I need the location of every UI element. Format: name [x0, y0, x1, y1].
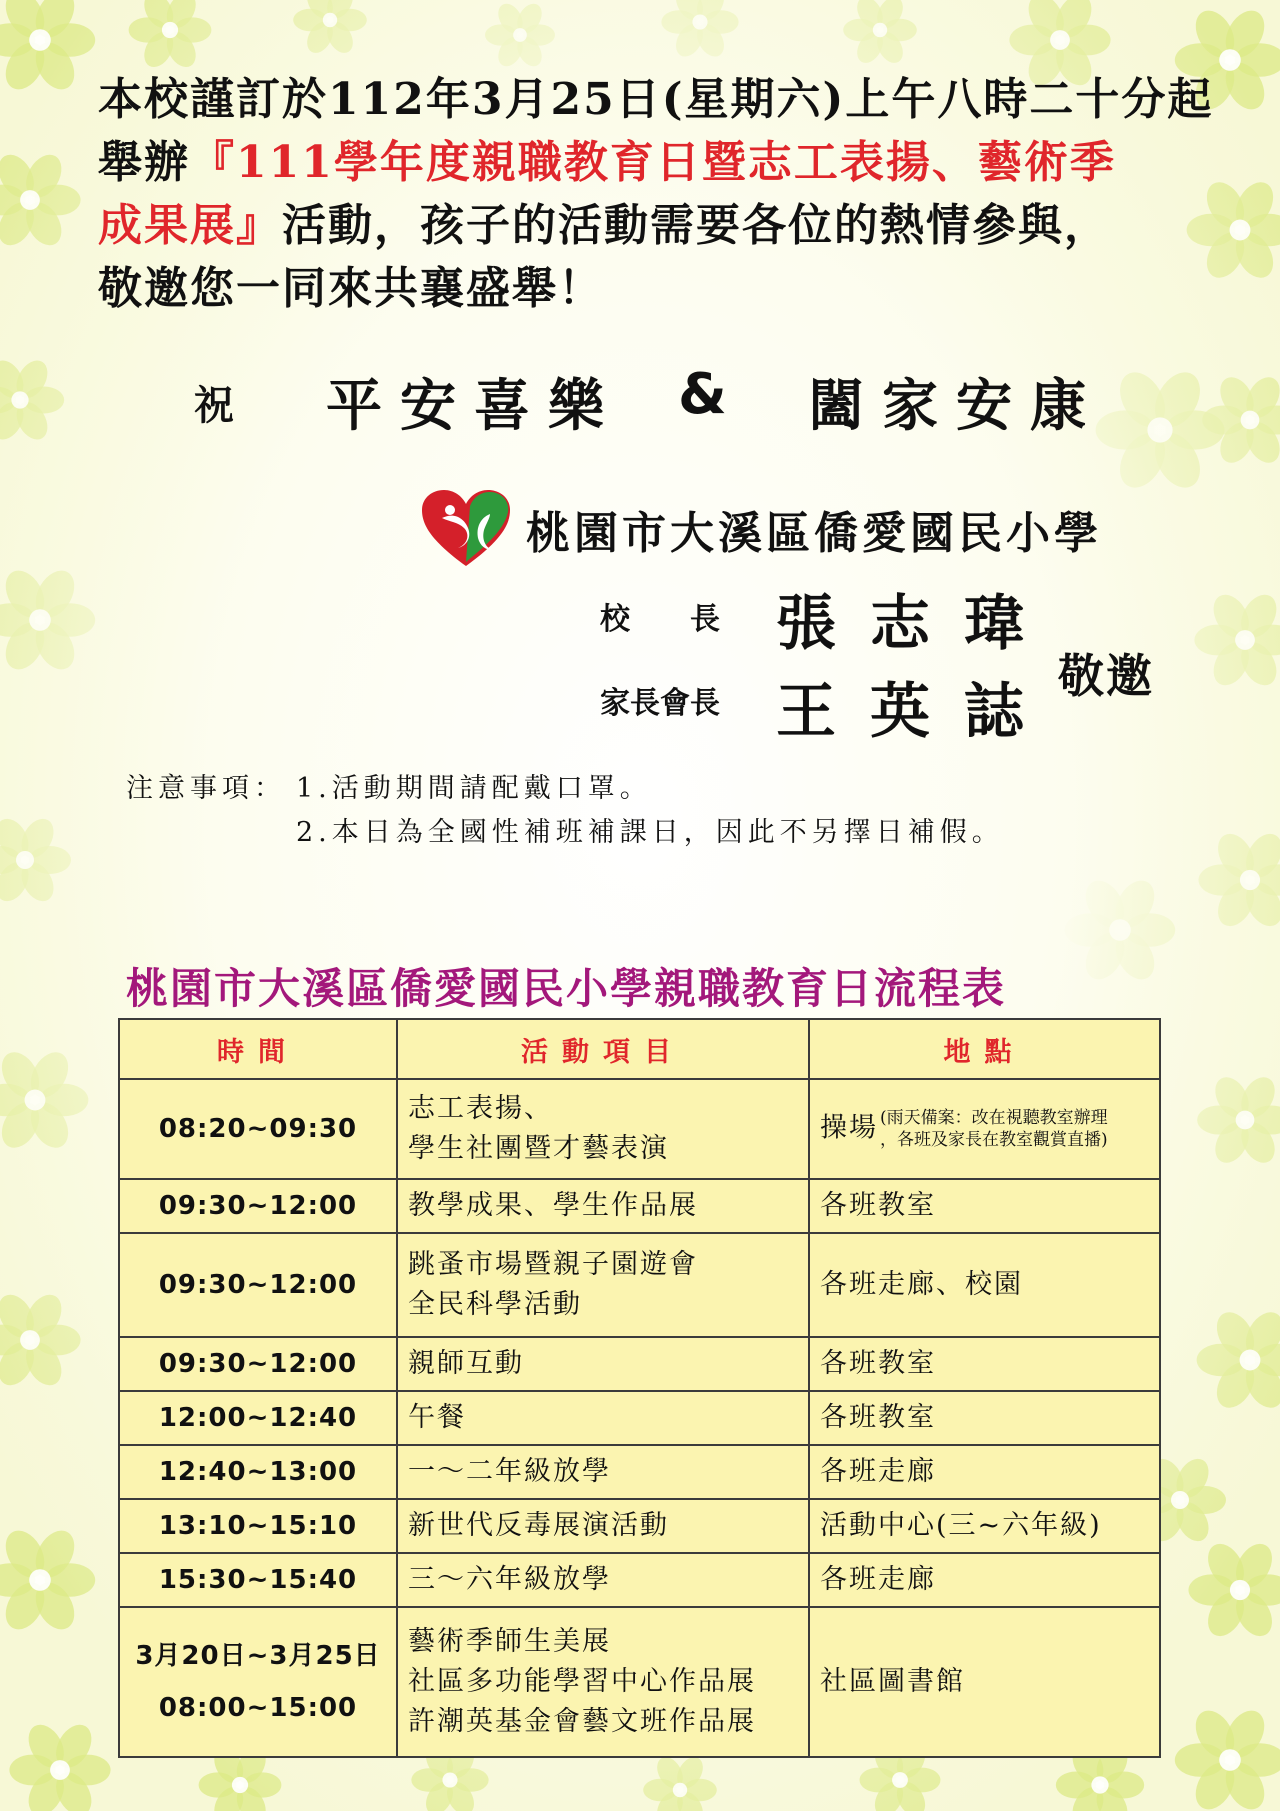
schedule-time-cell	[119, 1607, 397, 1757]
schedule-place: 各班教室	[820, 1190, 936, 1221]
schedule-activity-cell	[397, 1607, 809, 1757]
schedule-activity-cell	[397, 1391, 809, 1445]
schedule-activity: 藝術季師生美展	[408, 1626, 611, 1657]
schedule-time-cell	[119, 1179, 397, 1233]
intro-line-1: 本校謹訂於112年3月25日(星期六)上午八時二十分起	[98, 74, 1214, 125]
schedule-time-cell	[119, 1079, 397, 1179]
blessing-phrase-1: 平安喜樂	[326, 373, 622, 439]
schedule-row	[119, 1337, 1160, 1391]
schedule-place: 各班走廊、校園	[820, 1269, 1023, 1300]
schedule-place-cell	[809, 1607, 1160, 1757]
schedule-activity: 教學成果、學生作品展	[408, 1190, 698, 1221]
closing-jingyao: 敬邀	[1058, 649, 1154, 703]
schedule-time: 08:00~15:00	[158, 1693, 358, 1723]
schedule-place-cell	[809, 1337, 1160, 1391]
schedule-time: 13:10~15:10	[158, 1511, 358, 1541]
intro-line-2	[98, 131, 1218, 194]
principal-name: 張志瑋	[776, 589, 1058, 659]
schedule-activity: 三～六年級放學	[408, 1564, 611, 1595]
header-place: 地點	[809, 1019, 1160, 1079]
schedule-row	[119, 1445, 1160, 1499]
schedule-time: 09:30~12:00	[158, 1191, 358, 1221]
schedule-title: 桃園市大溪區僑愛國民小學親職教育日流程表	[126, 964, 1007, 1013]
schedule-time: 08:20~09:30	[158, 1114, 358, 1144]
schedule-row	[119, 1391, 1160, 1445]
schedule-row	[119, 1607, 1160, 1757]
schedule-activity: 學生社團暨才藝表演	[408, 1133, 669, 1164]
schedule-header-row	[119, 1019, 1160, 1079]
principal-title: 校 長	[600, 602, 720, 637]
schedule-place: 活動中心(三~六年級)	[820, 1510, 1102, 1541]
header-activity: 活動項目	[397, 1019, 809, 1079]
event-name-part-1: 『111學年度親職教育日暨志工表揚、藝術季	[190, 137, 1116, 188]
notes-label: 注意事項：	[126, 773, 286, 804]
schedule-place: 各班走廊	[820, 1456, 936, 1487]
schedule-time-cell	[119, 1337, 397, 1391]
school-name: 桃園市大溪區僑愛國民小學	[526, 508, 1102, 559]
blessing-phrase-2: 闔家安康	[808, 373, 1104, 439]
pta-chair-title: 家長會長	[600, 686, 720, 721]
schedule-activity: 新世代反毒展演活動	[408, 1510, 669, 1541]
schedule-time-cell	[119, 1391, 397, 1445]
schedule-row	[119, 1553, 1160, 1607]
schedule-activity-cell	[397, 1337, 809, 1391]
schedule-place: 各班教室	[820, 1402, 936, 1433]
schedule-activity: 跳蚤市場暨親子園遊會	[408, 1249, 698, 1280]
schedule-place: 各班教室	[820, 1348, 936, 1379]
schedule-activity: 親師互動	[408, 1348, 524, 1379]
schedule-activity-cell	[397, 1233, 809, 1337]
schedule-place-note	[880, 1107, 1108, 1151]
schedule-activity: 午餐	[408, 1402, 466, 1433]
schedule-time-cell	[119, 1233, 397, 1337]
schedule-row	[119, 1079, 1160, 1179]
pta-chair-name: 王英誌	[776, 677, 1058, 747]
schedule-row	[119, 1499, 1160, 1553]
schedule-place: 各班走廊	[820, 1564, 936, 1595]
schedule-place-cell	[809, 1391, 1160, 1445]
schedule-activity: 社區多功能學習中心作品展	[408, 1666, 756, 1697]
schedule-place: 社區圖書館	[820, 1666, 965, 1697]
blessing-zhu: 祝	[194, 382, 252, 429]
schedule-activity: 全民科學活動	[408, 1289, 582, 1320]
schedule-time: 15:30~15:40	[158, 1565, 358, 1595]
intro-line-3-rest: 活動，孩子的活動需要各位的熱情參與，	[282, 200, 1110, 251]
schedule-row	[119, 1179, 1160, 1233]
schedule-time: 09:30~12:00	[158, 1270, 358, 1300]
schedule-activity: 一～二年級放學	[408, 1456, 611, 1487]
schedule-time: 12:40~13:00	[158, 1457, 358, 1487]
schedule-place-cell	[809, 1233, 1160, 1337]
school-header	[420, 488, 1102, 570]
schedule-place-note-line: (雨天備案：改在視聽教室辦理	[880, 1108, 1108, 1128]
schedule-place-cell	[809, 1553, 1160, 1607]
schedule-activity-cell	[397, 1445, 809, 1499]
intro-line-3	[98, 194, 1218, 257]
schedule-activity-cell	[397, 1553, 809, 1607]
blessing-ampersand: &	[678, 362, 745, 427]
schedule-time-cell	[119, 1499, 397, 1553]
invitation-intro	[98, 68, 1218, 320]
schedule-activity-cell	[397, 1499, 809, 1553]
schedule-activity-cell	[397, 1079, 809, 1179]
schedule-place: 操場	[820, 1112, 878, 1144]
schedule-place-cell	[809, 1499, 1160, 1553]
schedule-time-cell	[119, 1553, 397, 1607]
schedule-place-cell	[809, 1079, 1160, 1179]
schedule-time: 3月20日~3月25日	[135, 1641, 381, 1671]
schedule-activity: 許潮英基金會藝文班作品展	[408, 1706, 756, 1737]
heart-logo-icon	[420, 488, 512, 570]
schedule-table	[118, 1018, 1161, 1758]
note-item-2: 2.本日為全國性補班補課日，因此不另擇日補假。	[296, 817, 1004, 848]
schedule-time: 12:00~12:40	[158, 1403, 358, 1433]
schedule-row	[119, 1233, 1160, 1337]
event-name-part-2: 成果展』	[98, 200, 282, 251]
schedule-place-cell	[809, 1445, 1160, 1499]
note-item-1: 1.活動期間請配戴口罩。	[296, 773, 652, 804]
schedule-time-cell	[119, 1445, 397, 1499]
intro-line-4: 敬邀您一同來共襄盛舉！	[98, 263, 604, 314]
schedule-time: 09:30~12:00	[158, 1349, 358, 1379]
schedule-place-note-line: ，各班及家長在教室觀賞直播)	[880, 1130, 1108, 1150]
schedule-place-cell	[809, 1179, 1160, 1233]
header-time: 時間	[119, 1019, 397, 1079]
schedule-activity-cell	[397, 1179, 809, 1233]
schedule-activity: 志工表揚、	[408, 1093, 553, 1124]
intro-line-2-prefix: 舉辦	[98, 137, 190, 188]
